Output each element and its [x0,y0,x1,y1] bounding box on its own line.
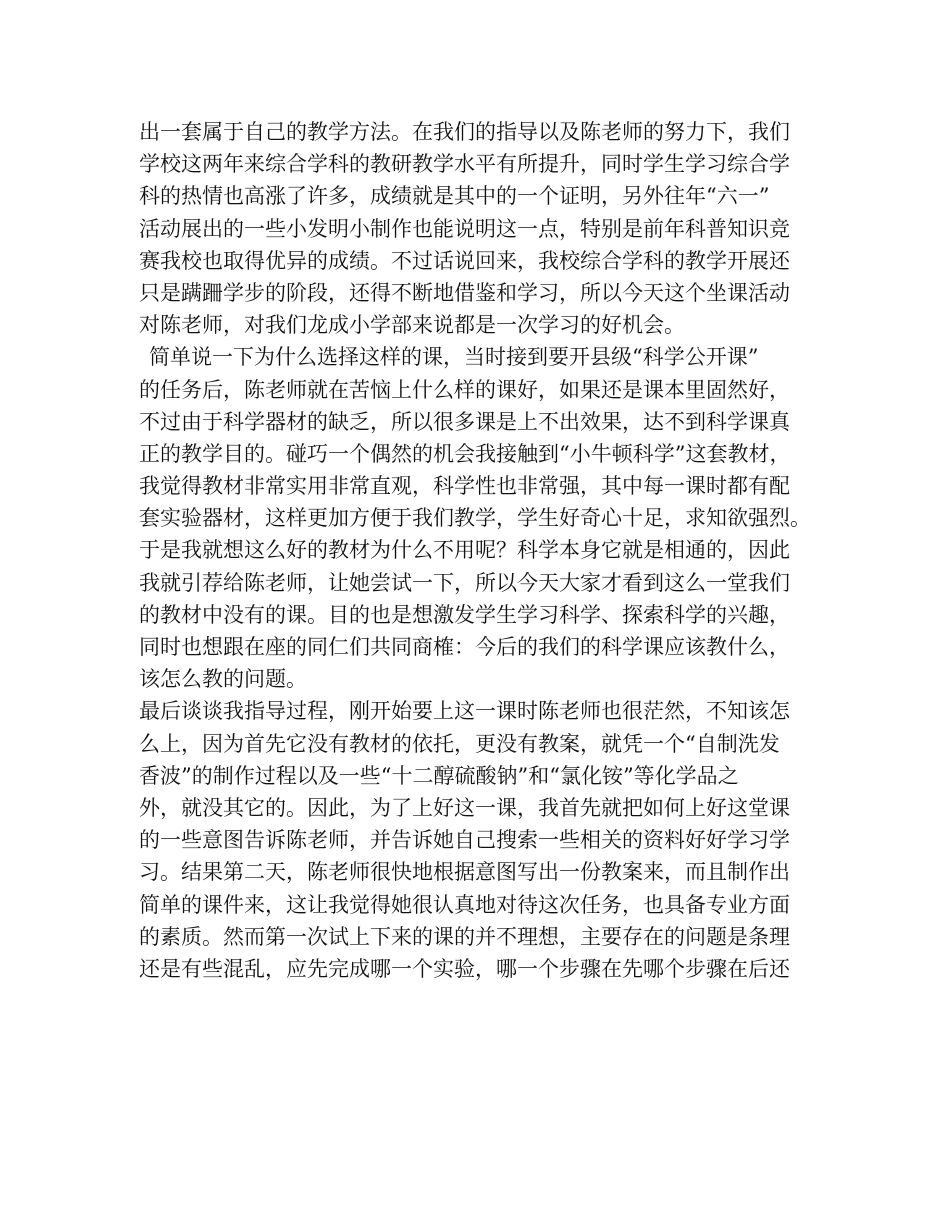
text-line: 出一套属于自己的教学方法。在我们的指导以及陈老师的努力下，我们 [139,120,790,144]
text-line: 外，就没其它的。因此，为了上好这一课，我首先就把如何上好这堂课 [139,795,790,820]
text-line: 只是蹒跚学步的阶段，还得不断地借鉴和学习，所以今天这个坐课活动 [139,280,790,305]
body-text [139,116,819,985]
text-line: 科的热情也高涨了许多，成绩就是其中的一个证明，另外往年“六一” [139,184,770,209]
text-line: 的任务后，陈老师就在苦恼上什么样的课好，如果还是课本里固然好， [139,377,790,402]
text-line: 不过由于科学器材的缺乏，所以很多课是上不出效果，达不到科学课真 [139,409,790,434]
text-line: 的素质。然而第一次试上下来的课的并不理想，主要存在的问题是条理 [139,924,790,949]
text-line: 还是有些混乱，应先完成哪一个实验，哪一个步骤在先哪个步骤在后还 [139,956,790,981]
text-line: 最后谈谈我指导过程，刚开始要上这一课时陈老师也很茫然，不知该怎 [139,699,790,724]
text-line: 对陈老师，对我们龙成小学部来说都是一次学习的好机会。 [139,313,685,338]
text-line: 套实验器材，这样更加方便于我们教学，学生好奇心十足，求知欲强烈。 [139,506,811,531]
text-line: 我就引荐给陈老师，让她尝试一下，所以今天大家才看到这么一堂我们 [139,570,790,595]
text-line: 简单的课件来，这让我觉得她很认真地对待这次任务，也具备专业方面 [139,892,790,917]
text-line: 活动展出的一些小发明小制作也能说明这一点，特别是前年科普知识竞 [139,216,790,241]
text-line: 正的教学目的。碰巧一个偶然的机会我接触到“小牛顿科学”这套教材， [139,441,791,466]
text-line: 简单说一下为什么选择这样的课，当时接到要开县级“科学公开课” [149,345,759,370]
text-line: 于是我就想这么好的教材为什么不用呢？科学本身它就是相通的，因此 [139,538,790,563]
text-line: 赛我校也取得优异的成绩。不过话说回来，我校综合学科的教学开展还 [139,248,790,273]
text-line: 习。结果第二天，陈老师很快地根据意图写出一份教案来，而且制作出 [139,860,790,885]
text-line: 学校这两年来综合学科的教研教学水平有所提升，同时学生学习综合学 [139,152,790,177]
text-line: 的教材中没有的课。目的也是想激发学生学习科学、探索科学的兴趣， [139,602,790,627]
text-line: 同时也想跟在座的同仁们共同商榷：今后的我们的科学课应该教什么， [139,635,790,659]
text-line: 该怎么教的问题。 [139,667,307,692]
text-line: 的一些意图告诉陈老师，并告诉她自己搜索一些相关的资料好好学习学 [139,828,790,853]
text-line: 么上，因为首先它没有教材的依托，更没有教案，就凭一个“自制洗发 [139,731,780,756]
text-line: 我觉得教材非常实用非常直观，科学性也非常强，其中每一课时都有配 [139,474,790,499]
text-line: 香波”的制作过程以及一些“十二醇硫酸钠”和“氯化铵”等化学品之 [139,763,739,788]
